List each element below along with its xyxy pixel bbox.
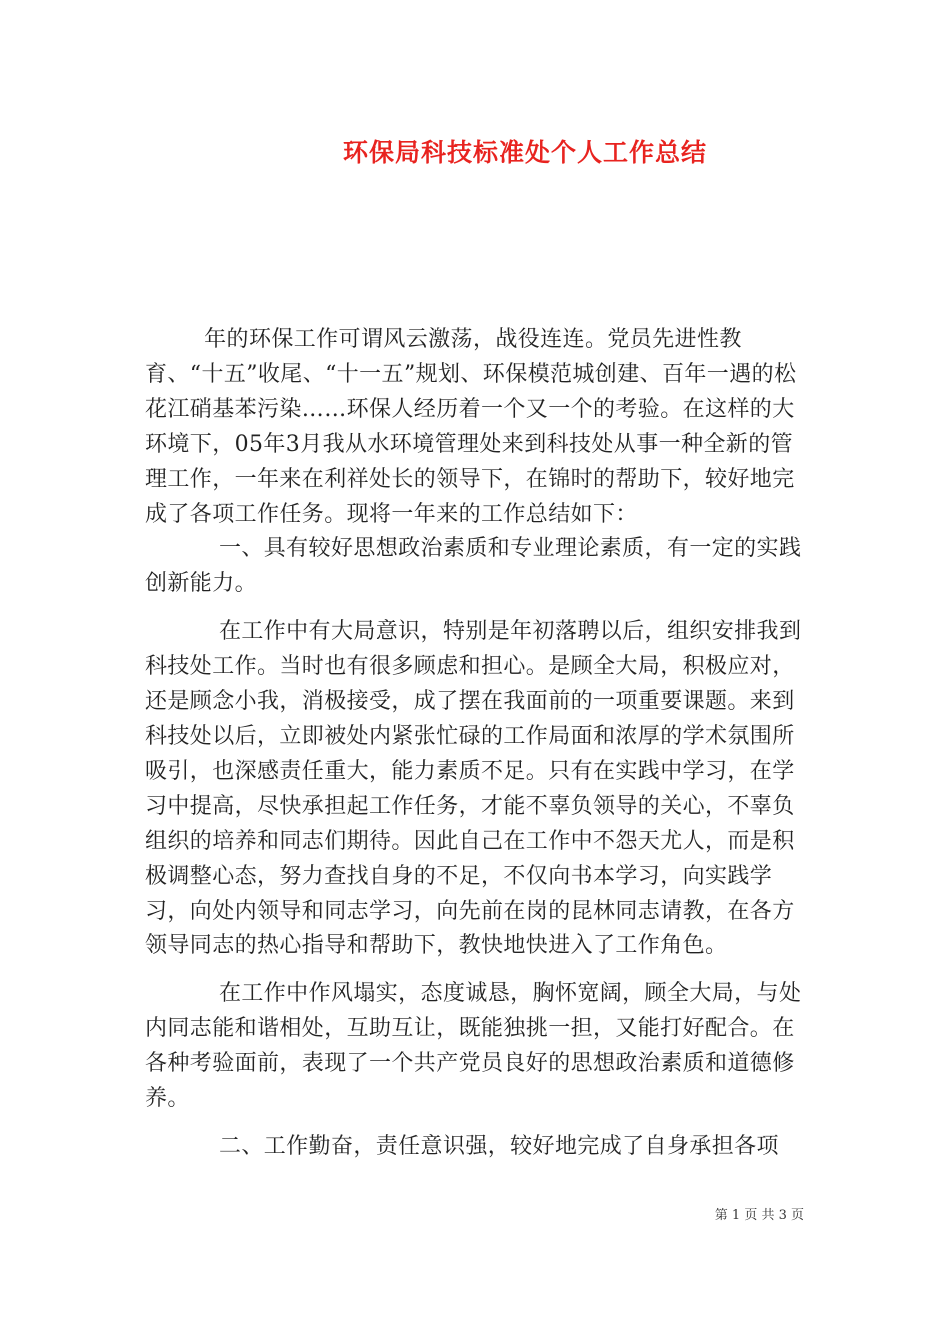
paragraph-section-1-body-a: 在工作中有大局意识，特别是年初落聘以后，组织安排我到科技处工作。当时也有很多顾虑和担心。是顾全大局，积极应对，还是顾念小我，消极接受，成了摆在我面前的一项重要课题。来到科技处以后，立即被处内紧张忙碌的工作局面和浓厚的学术氛围所吸引，也深感责任重大，能力素质不足。只有在实践中学习，在学习中提高，尽快承担起工作任务，才能不辜负领导的关心，不辜负组织的培养和同志们期待。因此自己在工作中不怨天尤人，而是积极调整心态，努力查找自身的不足，不仅向书本学习，向实践学习，向处内领导和同志学习，向先前在岗的昆林同志请教，在各方领导同志的热心指导和帮助下，教快地快进入了工作角色。	[145, 619, 802, 959]
paragraph-intro: 年的环保工作可谓风云激荡，战役连连。党员先进性教育、“十五”收尾、“十一五”规划、环保模范城创建、百年一遇的松花江硝基苯污染……环保人经历着一个又一个的考验。在这样的大环境下，05年3月我从水环境管理处来到科技处从事一种全新的管理工作，一年来在利祥处长的领导下，在锦时的帮助下，较好地完成了各项工作任务。现将一年来的工作总结如下：	[145, 327, 797, 527]
paragraph-section-1-heading: 一、具有较好思想政治素质和专业理论素质，有一定的实践创新能力。	[145, 536, 802, 597]
paragraph-section-2-heading: 二、工作勤奋，责任意识强，较好地完成了自身承担各项	[145, 1133, 779, 1159]
page-number-footer: 第 1 页 共 3 页	[714, 1208, 804, 1223]
document-body	[145, 323, 815, 1165]
paragraph-section-1-body-b: 在工作中作风塌实，态度诚恳，胸怀宽阔，顾全大局，与处内同志能和谐相处，互助互让，既能独挑一担，又能打好配合。在各种考验面前，表现了一个共产党员良好的思想政治素质和道德修养。	[145, 981, 802, 1112]
document-title: 环保局科技标准处个人工作总结	[342, 138, 707, 167]
